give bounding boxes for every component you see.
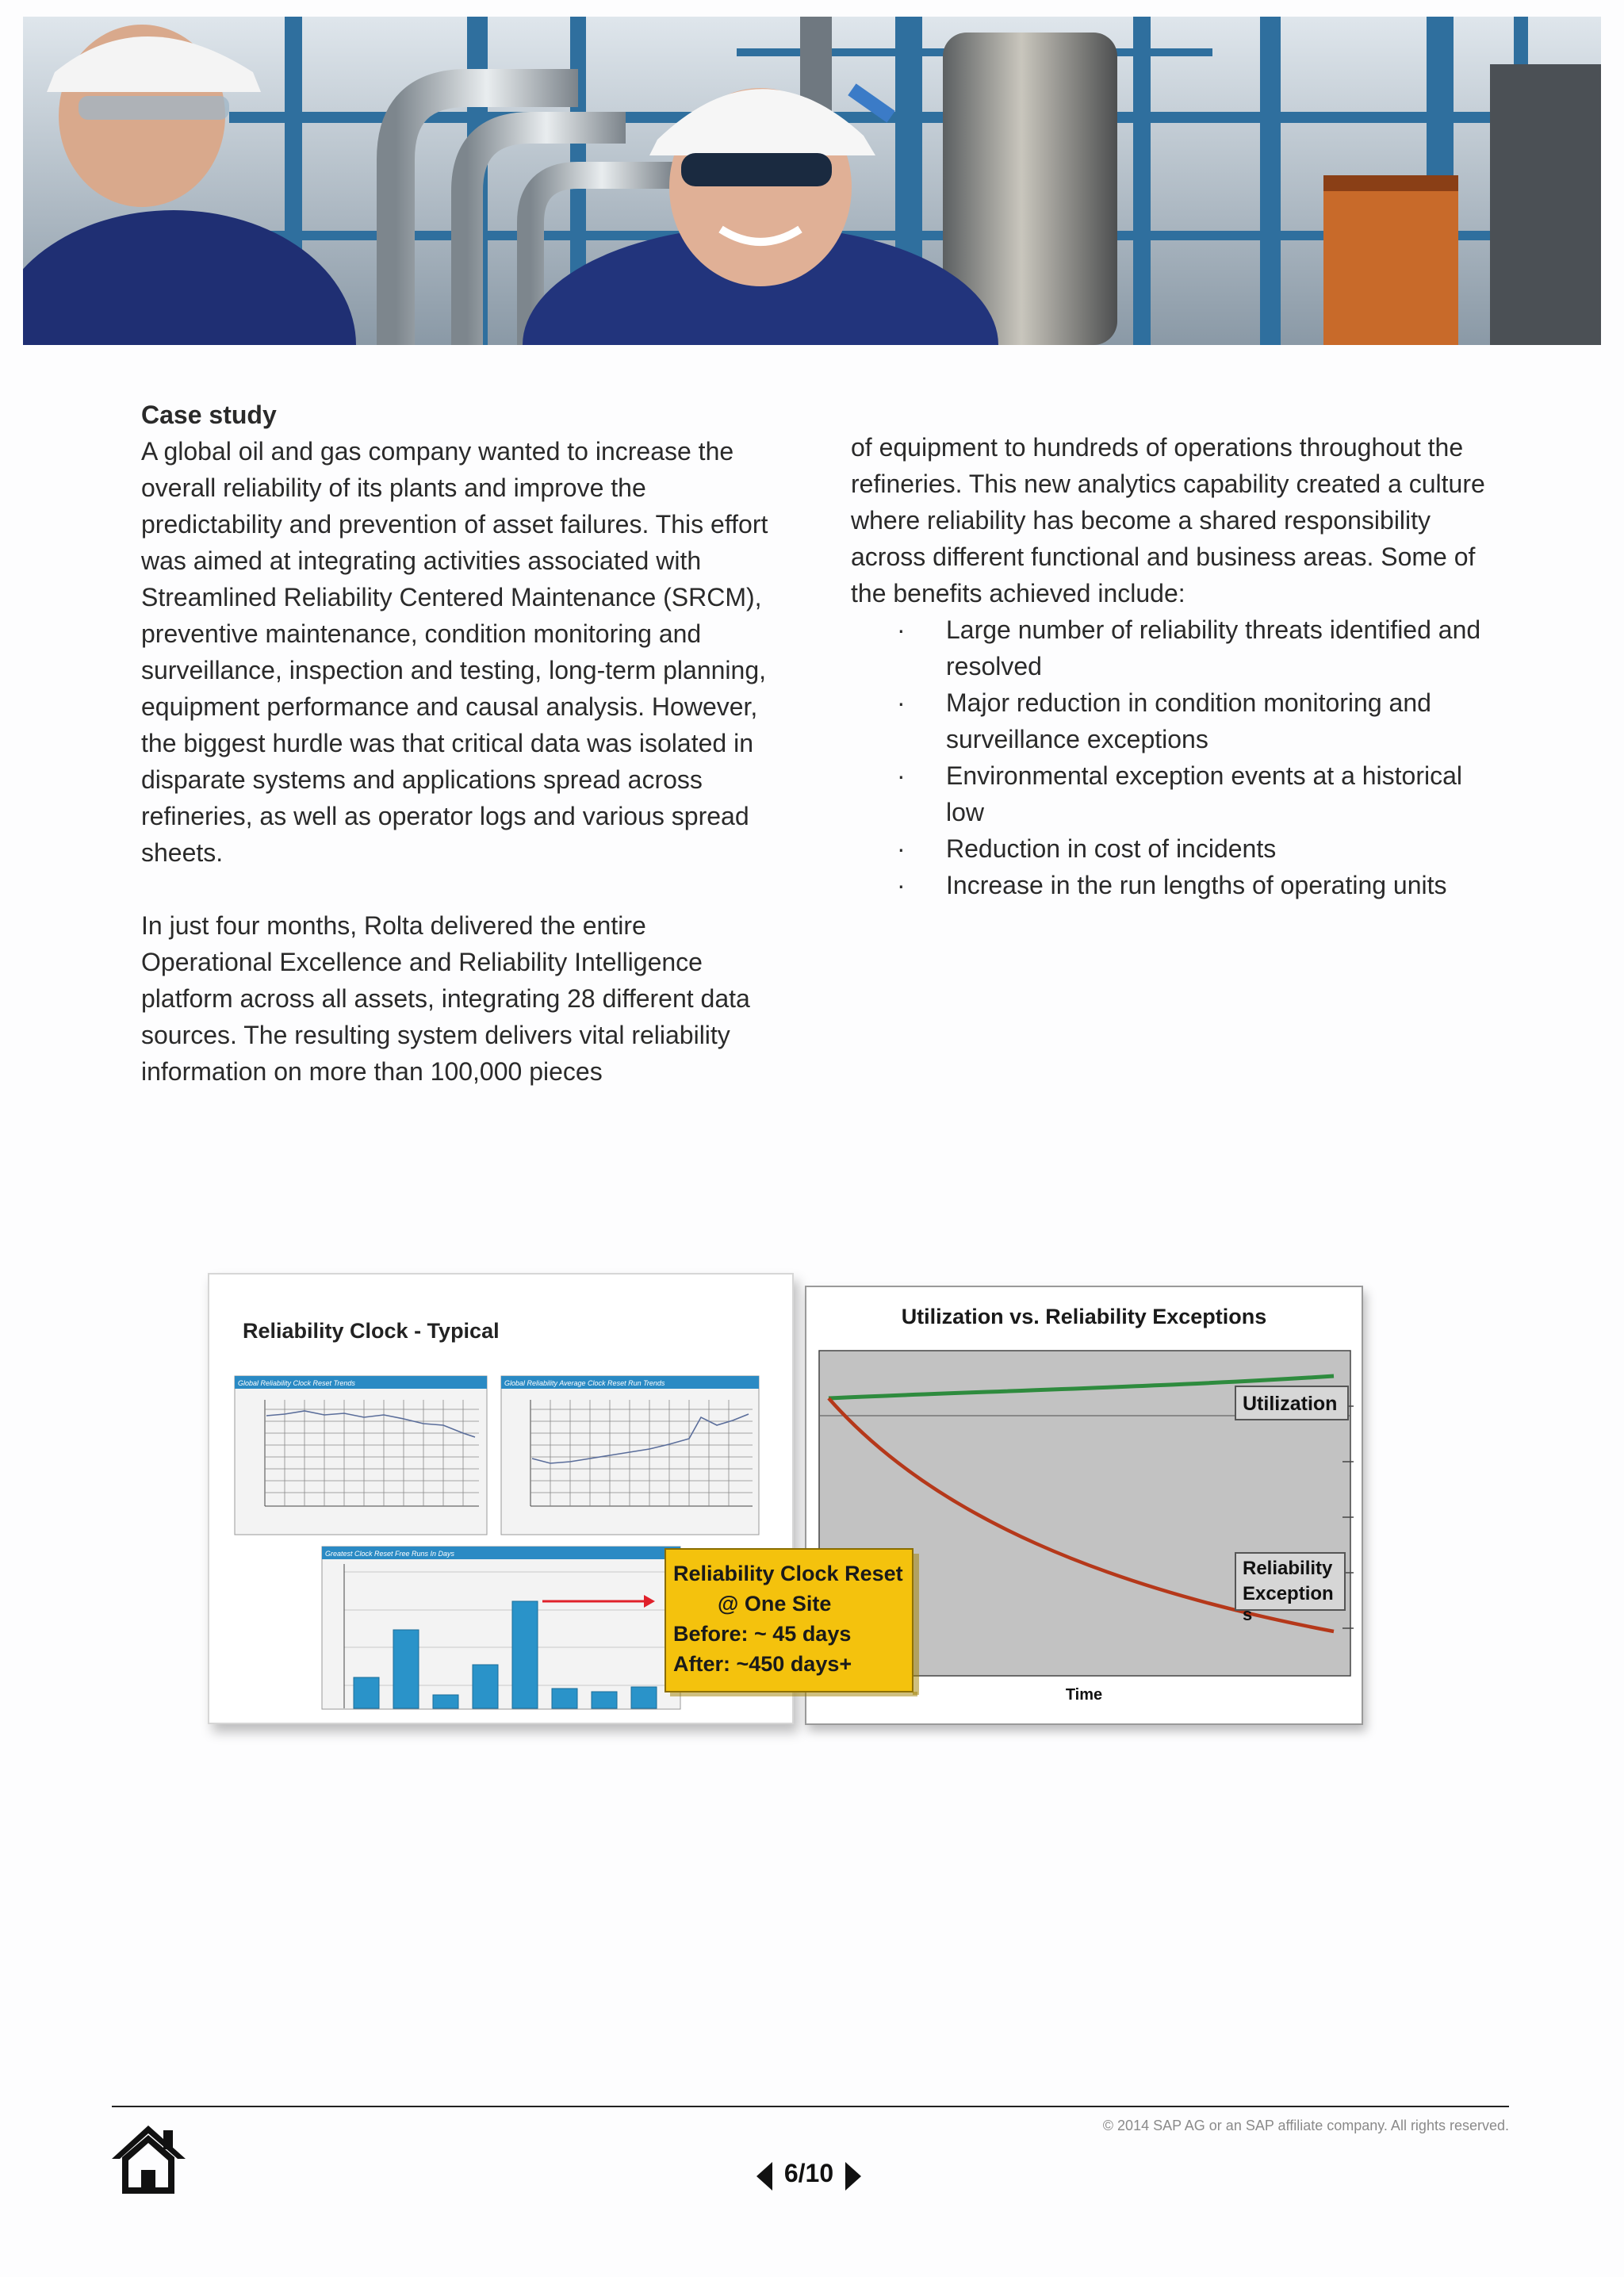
bullet-icon: · [897, 871, 906, 899]
list-item: · Reduction in cost of incidents [851, 830, 1501, 867]
previous-page-icon[interactable] [756, 2162, 772, 2191]
bullet-icon: · [897, 615, 906, 644]
x-axis-label: Time [1065, 1686, 1103, 1704]
reliability-clock-title: Reliability Clock - Typical [243, 1319, 500, 1343]
mini-bar-chart-free-runs [322, 1547, 680, 1709]
page-navigator [753, 2156, 864, 2194]
mini-chart-average-run-trends [501, 1376, 759, 1535]
callout-line3: Before: ~ 45 days [673, 1622, 852, 1646]
case-study-heading: Case study [141, 401, 277, 429]
list-item: · Large number of reliability threats identified and resolved [851, 611, 1501, 684]
svg-text:Global Reliability Clock Reset: Global Reliability Clock Reset Trends [238, 1379, 355, 1387]
list-item: · Increase in the run lengths of operating units [851, 867, 1501, 903]
utilization-chart-title: Utilization vs. Reliability Exceptions [901, 1305, 1267, 1328]
svg-text:Greatest Clock Reset Free Runs: Greatest Clock Reset Free Runs In Days [325, 1550, 455, 1558]
benefits-list [851, 611, 1501, 903]
utilization-label: Utilization [1243, 1393, 1338, 1415]
callout-line2: @ One Site [718, 1592, 832, 1616]
intro-paragraph: A global oil and gas company wanted to increase the overall reliability of its plants and improve the predictability and prevention of asset failures. This effort was aimed at integrating activities associated with Streamlined Reliability Centered Maintenance (SRCM), preventive maintenance, condition monitoring and surveillance, inspection and testing, long-term planning, equipment performance and causal analysis. However, the biggest hurdle was that critical data was isolated in disparate systems and applications spread across refineries, as well as operator logs and various spread sheets. [141, 437, 768, 867]
page-number: 6/10 [783, 2159, 834, 2187]
hero-photo [23, 17, 1601, 345]
delivery-paragraph: In just four months, Rolta delivered the entire Operational Excellence and Reliability Intelligence platform across all assets, integrating 28 different data sources. The resulting system delivers vital reliability information on more than 100,000 pieces [141, 911, 750, 1086]
list-item: · Major reduction in condition monitoring and surveillance exceptions [851, 684, 1501, 757]
bullet-icon: · [897, 688, 906, 717]
bullet-icon: · [897, 834, 906, 863]
refinery-workers-image [23, 17, 1601, 345]
list-item: · Environmental exception events at a historical low [851, 757, 1501, 830]
mini-chart-reset-trends [235, 1376, 487, 1535]
home-icon [111, 2124, 186, 2195]
callout-line1: Reliability Clock Reset [673, 1562, 903, 1585]
home-button[interactable] [111, 2124, 186, 2195]
next-page-icon[interactable] [845, 2162, 861, 2191]
reliability-figure [208, 1273, 1365, 1737]
reset-callout [664, 1547, 925, 1698]
bullet-icon: · [897, 761, 906, 790]
continuation-paragraph: of equipment to hundreds of operations throughout the refineries. This new analytics capability created a culture where reliability has become a shared responsibility across different functional and business areas. Some of the benefits achieved include: [851, 433, 1485, 608]
exceptions-label-line2: Exception [1243, 1583, 1334, 1604]
right-column [851, 429, 1501, 903]
exceptions-label-line1: Reliability [1243, 1558, 1333, 1579]
footer-divider [112, 2106, 1509, 2107]
svg-text:Global Reliability Average Clo: Global Reliability Average Clock Reset Run Trends [504, 1379, 665, 1387]
left-column [141, 397, 783, 1090]
callout-line4: After: ~450 days+ [673, 1652, 852, 1676]
exceptions-label-line3: s [1243, 1604, 1253, 1624]
copyright-notice: © 2014 SAP AG or an SAP affiliate company. All rights reserved. [1102, 2118, 1509, 2133]
